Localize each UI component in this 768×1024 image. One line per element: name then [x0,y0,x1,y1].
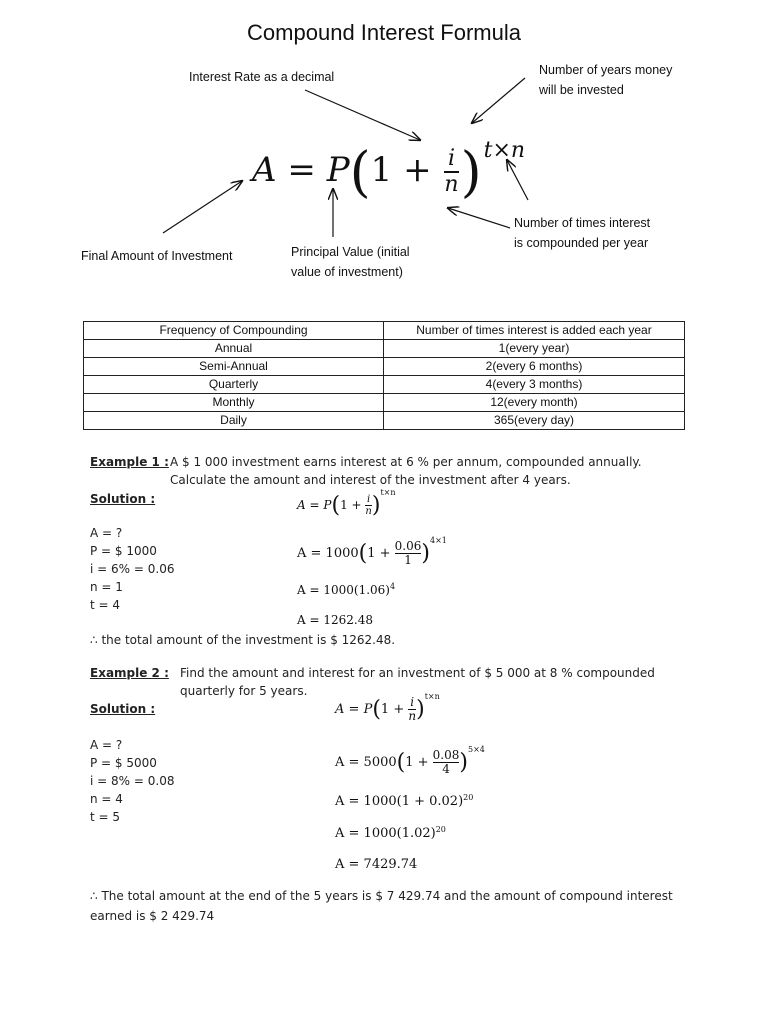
table-row [84,340,685,358]
example1-conclusion: ∴ the total amount of the investment is $ 1262.48. [90,633,396,647]
example2-given-i: i = 8% = 0.08 [90,774,175,788]
example2-step3 [335,825,446,841]
example2-formula-a: A [335,702,345,717]
table-cell: 365(every day) [384,412,685,430]
formula-rparen: ) [460,140,482,204]
example2-formula-p: P [363,702,373,717]
formula-lhs: A [252,150,277,190]
formula-eq: = [287,150,316,190]
example2-formula-rparen: ) [416,697,425,722]
table-cell: 4(every 3 months) [384,376,685,394]
example1-givens [90,524,174,614]
example1-step1-num: 0.06 [394,539,422,553]
example2-step4: A = 7429.74 [335,857,418,872]
example2-formula-eq: = [348,702,360,717]
example1-step1-rparen: ) [421,541,430,566]
label-years-line2: will be invested [539,83,624,97]
example2-formula-num: i [410,695,415,709]
label-years-line1: Number of years money [539,63,673,77]
example2-formula-frac [408,696,416,723]
example1-formula-den: n [365,506,372,517]
example1-step1-one-plus: 1 + [367,546,391,561]
example2-conclusion-line1: ∴ The total amount at the end of the 5 years is $ 7 429.74 and the amount of compound interest [90,889,673,903]
formula-exponent: t×n [483,138,526,163]
label-principal-line2: value of investment) [291,265,403,279]
example1-step1-lparen: ( [358,541,368,566]
example2-step1-rparen: ) [459,750,468,775]
formula-one-plus: 1 + [370,150,432,190]
example1-solution-label: Solution : [90,492,156,506]
example1-formula-eq: = [309,498,320,512]
example2-step1-exp: 5×4 [467,745,485,754]
arrow-interest-rate [305,90,420,140]
example1-step2 [297,582,395,597]
example2-step2-exp: 20 [463,793,474,802]
table-cell: 12(every month) [384,394,685,412]
example1-step1-lhs: A = 1000 [297,546,359,561]
example1-heading: Example 1 : [90,455,169,469]
label-final-amount: Final Amount of Investment [81,249,233,263]
example1-formula [297,488,396,518]
example2-step1-frac [433,749,460,776]
example2-given-t: t = 5 [90,810,121,824]
frequency-table [83,321,685,430]
example2-conclusion-line2: earned is $ 2 429.74 [90,909,215,923]
example1-text-line1: A $ 1 000 investment earns interest at 6 % per annum, compounded annually. [170,455,642,469]
arrow-times-left [448,208,510,228]
formula-lparen: ( [349,140,371,204]
example2-formula-den: n [408,709,417,723]
table-cell: 1(every year) [384,340,685,358]
example1-step1 [297,536,447,567]
example1-given-t: t = 4 [90,598,121,612]
example1-step1-den: 1 [404,553,412,567]
table-row [84,394,685,412]
example1-step2-text: A = 1000(1.06) [297,583,390,597]
example2-step1-lparen: ( [396,750,406,775]
example2-formula-lparen: ( [372,697,381,722]
example2-step2-text: A = 1000(1 + 0.02) [335,794,464,809]
example1-formula-num: i [367,494,371,505]
formula-fraction [444,147,458,197]
example2-formula-one-plus: 1 + [380,702,405,717]
example1-formula-a: A [297,498,306,512]
example2-text-line1: Find the amount and interest for an investment of $ 5 000 at 8 % compounded [180,666,655,680]
table-row [84,358,685,376]
table-cell: Monthly [84,394,384,412]
table-cell: Semi-Annual [84,358,384,376]
example2-step1-den: 4 [442,762,450,776]
example1-text [170,453,642,489]
label-times-line2: is compounded per year [514,236,649,250]
example2-step1 [335,745,485,776]
formula-p: P [326,150,350,190]
table-header-times: Number of times interest is added each year [384,322,685,340]
example2-text-line2: quarterly for 5 years. [180,684,308,698]
example2-given-n: n = 4 [90,792,123,806]
label-times-line1: Number of times interest [514,216,651,230]
example1-given-a: A = ? [90,526,123,540]
table-cell: Daily [84,412,384,430]
example1-step1-exp: 4×1 [429,536,447,545]
example2-formula [335,692,440,723]
example2-step1-lhs: A = 5000 [335,755,397,770]
example2-formula-exp: t×n [424,692,440,701]
page-title: Compound Interest Formula [247,20,521,45]
example2-solution-label: Solution : [90,702,156,716]
example1-step1-frac [395,540,422,567]
table-row [84,412,685,430]
formula-den: n [444,172,459,197]
example2-conclusion [90,887,673,925]
example2-step1-one-plus: 1 + [405,755,429,770]
example2-givens [90,736,174,826]
example1-given-p: P = $ 1000 [90,544,157,558]
table-header-row [84,322,685,340]
example1-formula-one-plus: 1 + [340,498,362,512]
table-cell: 2(every 6 months) [384,358,685,376]
example1-given-i: i = 6% = 0.06 [90,562,175,576]
example2-step3-exp: 20 [435,825,446,834]
example2-step1-num: 0.08 [432,748,460,762]
example2-heading: Example 2 : [90,666,169,680]
example1-given-n: n = 1 [90,580,123,594]
example1-text-line2: Calculate the amount and interest of the investment after 4 years. [170,473,571,487]
example1-formula-lparen: ( [331,493,341,518]
label-principal-line1: Principal Value (initial [291,245,410,259]
example1-formula-exp: t×n [380,488,396,497]
arrow-years [472,78,525,123]
example1-step2-exp: 4 [389,582,396,591]
example1-step3: A = 1262.48 [297,613,373,627]
label-interest-rate: Interest Rate as a decimal [189,70,335,84]
table-cell: Annual [84,340,384,358]
arrow-final-amount [163,181,242,233]
example1-formula-rparen: ) [371,493,381,518]
table-header-frequency: Frequency of Compounding [84,322,384,340]
formula-num: i [444,147,458,173]
example2-given-p: P = $ 5000 [90,756,157,770]
main-formula [252,138,525,204]
example2-step3-text: A = 1000(1.02) [335,826,436,841]
example2-step2 [335,793,473,809]
example2-given-a: A = ? [90,738,123,752]
example1-formula-p: P [323,498,332,512]
table-row [84,376,685,394]
table-cell: Quarterly [84,376,384,394]
